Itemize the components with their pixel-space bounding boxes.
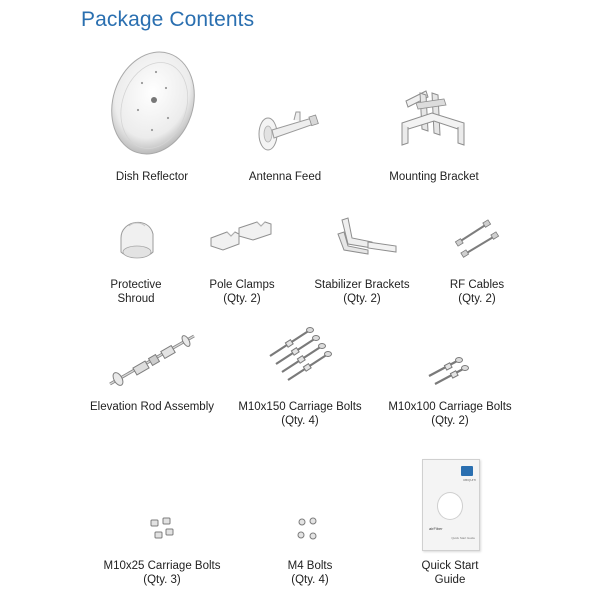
guide-brand: UBIQUITI [462,478,476,482]
rf-cables-illustration [455,218,499,258]
caption-stabilizer-brackets: Stabilizer Brackets (Qty. 2) [314,279,410,305]
caption-m10x150-carriage-bolts: M10x150 Carriage Bolts (Qty. 4) [238,401,362,427]
page-title: Package Contents [81,8,255,31]
guide-product: airFiber [429,526,443,531]
antenna-feed-illustration [254,108,324,156]
m10x100-carriage-bolts-illustration [427,356,471,386]
quick-start-guide-illustration [422,459,480,551]
elevation-rod-assembly-illustration [104,330,198,390]
stabilizer-brackets-illustration [334,216,400,256]
caption-m10x100-carriage-bolts: M10x100 Carriage Bolts (Qty. 2) [388,401,512,427]
pole-clamps-illustration [209,218,273,254]
caption-quick-start-guide: Quick Start Guide [421,560,479,586]
guide-dish-image [437,492,463,520]
caption-elevation-rod-assembly: Elevation Rod Assembly [89,401,215,413]
caption-protective-shroud: Protective Shroud [110,279,162,305]
caption-dish-reflector: Dish Reflector [115,171,189,183]
caption-rf-cables: RF Cables (Qty. 2) [449,279,505,305]
caption-m4-bolts: M4 Bolts (Qty. 4) [287,560,333,586]
caption-mounting-bracket: Mounting Bracket [389,171,479,183]
caption-m10x25-carriage-bolts: M10x25 Carriage Bolts (Qty. 3) [103,560,221,586]
caption-antenna-feed: Antenna Feed [248,171,322,183]
guide-brand-logo [461,466,473,476]
mounting-bracket-illustration [398,83,470,155]
m10x150-carriage-bolts-illustration [266,324,330,382]
protective-shroud-illustration [115,212,157,262]
dish-reflector-illustration [108,48,198,158]
caption-pole-clamps: Pole Clamps (Qty. 2) [209,279,275,305]
guide-footer: Quick Start Guide [451,536,475,540]
m4-bolts-illustration [294,516,322,544]
m10x25-carriage-bolts-illustration [147,516,177,544]
